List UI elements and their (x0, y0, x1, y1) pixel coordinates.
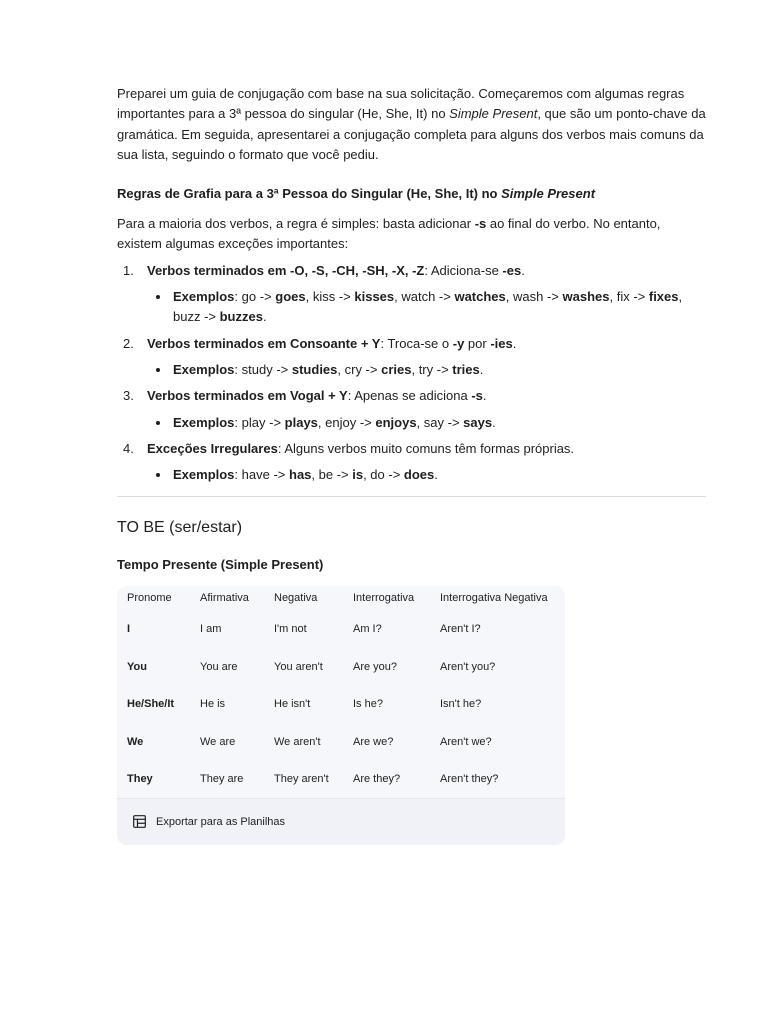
example-form: does (403, 467, 435, 483)
table-row (117, 610, 565, 648)
column-header: Interrogativa Negativa (440, 592, 548, 605)
example-item (147, 465, 706, 485)
column-header: Afirmativa (200, 592, 249, 605)
table-cell: You are (200, 660, 238, 673)
pronoun-cell: We (127, 735, 144, 748)
rule-suffix: -s (471, 388, 483, 404)
example-base: , be -> (311, 467, 353, 483)
rule-suffix: -ies (490, 335, 513, 351)
example-form: washes (562, 289, 610, 305)
example-base: , wash -> (505, 289, 563, 305)
table-cell: Aren't we? (440, 735, 492, 748)
table-cell: They aren't (274, 773, 329, 786)
examples-label: Exemplos (173, 414, 235, 430)
rule-text: . (482, 388, 487, 404)
rule-text: por (464, 335, 491, 351)
rule-text: . (521, 262, 525, 278)
rule-suffix: -y (452, 335, 465, 351)
intro-paragraph: Preparei um guia de conjugação com base na sua solicitação. Começaremos com algumas regras importantes para a 3ª pessoa do singular (He, She, It) no Simple Present, que são um ponto-chave da gramática. Em seguida, apresentarei a conjugação completa para alguns dos verbos mais comuns da sua lista, seguindo o formato que você pediu. (117, 86, 706, 162)
example-form: is (352, 467, 364, 483)
rule-text: . (512, 335, 517, 351)
example-form: enjoys (375, 414, 417, 430)
pronoun-cell: You (127, 660, 147, 673)
examples-sep: : (234, 361, 242, 377)
example-form: kisses (354, 289, 395, 305)
examples-end: . (479, 361, 484, 377)
export-label: Exportar para as Planilhas (156, 815, 286, 828)
rule-item (117, 261, 706, 328)
table-cell: Are they? (353, 773, 401, 786)
rule-text: : Apenas se adiciona (347, 388, 472, 404)
examples-end: . (492, 414, 496, 430)
column-header: Pronome (127, 592, 172, 605)
example-base: , say -> (416, 414, 464, 430)
example-form: says (463, 414, 493, 430)
table-cell: We aren't (274, 735, 321, 748)
examples-list (147, 465, 706, 485)
table-body (117, 610, 565, 798)
rule-item (117, 439, 706, 486)
table-row (117, 723, 565, 761)
table-cell: They are (200, 773, 244, 786)
column-header: Negativa (274, 592, 318, 605)
tense-title: Tempo Presente (Simple Present) (117, 557, 324, 573)
rule-title: Verbos terminados em Vogal + Y (147, 388, 348, 404)
rule-item (117, 386, 706, 433)
example-base: , watch -> (394, 289, 455, 305)
rule-number: 1. (123, 262, 134, 278)
examples-label: Exemplos (173, 467, 235, 483)
example-form: watches (454, 289, 506, 305)
examples-sep: : (234, 414, 242, 430)
example-base: , cry -> (337, 361, 382, 377)
example-base: have -> (241, 467, 289, 483)
rule-title: Verbos terminados em Consoante + Y (147, 335, 381, 351)
section-divider (117, 496, 706, 497)
table-cell: Are we? (353, 735, 394, 748)
example-item (147, 287, 706, 328)
table-row (117, 760, 565, 798)
examples-list (147, 360, 706, 380)
example-item (147, 360, 706, 380)
example-base: , kiss -> (305, 289, 355, 305)
rules-intro-paragraph: Para a maioria dos verbos, a regra é simples: basta adicionar -s ao final do verbo. No entanto, existem algumas exceções importantes: (117, 216, 661, 252)
examples-label: Exemplos (173, 289, 235, 305)
pronoun-cell: He/She/It (127, 698, 175, 711)
example-form: cries (381, 361, 412, 377)
rule-item (117, 334, 706, 381)
example-form: tries (452, 361, 480, 377)
conjugation-table (117, 586, 565, 798)
example-form: fixes (648, 289, 679, 305)
examples-list (147, 287, 706, 328)
table-cell: I am (200, 623, 222, 636)
table-cell: Am I? (353, 623, 382, 636)
examples-label: Exemplos (173, 361, 235, 377)
table-cell: Are you? (353, 660, 398, 673)
example-item (147, 413, 706, 433)
pronoun-cell: I (127, 623, 131, 636)
rule-title: Verbos terminados em -O, -S, -CH, -SH, -X, -Z (147, 262, 425, 278)
example-base: study -> (241, 361, 292, 377)
examples-end: . (262, 309, 267, 325)
example-form: studies (291, 361, 338, 377)
rule-title: Exceções Irregulares (147, 440, 278, 456)
rule-number: 4. (123, 440, 134, 456)
example-form: goes (275, 289, 306, 305)
table-header-row (117, 586, 565, 610)
example-form: has (289, 467, 312, 483)
table-cell: We are (200, 735, 236, 748)
table-cell: You aren't (274, 660, 323, 673)
table-cell: Is he? (353, 698, 383, 711)
rule-text: : Adiciona-se (424, 262, 503, 278)
table-footer (117, 798, 565, 845)
table-row (117, 648, 565, 686)
example-base: , fix -> (609, 289, 649, 305)
example-base: go -> (241, 289, 276, 305)
table-icon (133, 815, 146, 828)
example-base: play -> (241, 414, 285, 430)
example-form: plays (284, 414, 318, 430)
examples-end: . (434, 467, 438, 483)
table-cell: I'm not (274, 623, 307, 636)
table-cell: Aren't I? (440, 623, 481, 636)
rules-heading: Regras de Grafia para a 3ª Pessoa do Singular (He, She, It) no Simple Present (117, 186, 596, 202)
table-cell: Isn't he? (440, 698, 482, 711)
table-cell: Aren't they? (440, 773, 499, 786)
rule-text: : Troca-se o (380, 335, 453, 351)
conjugation-table-card (117, 586, 565, 845)
example-base: , do -> (363, 467, 404, 483)
example-form: buzzes (219, 309, 263, 325)
rules-list (117, 261, 706, 486)
examples-sep: : (234, 289, 242, 305)
table-cell: He isn't (274, 698, 311, 711)
rule-text: : Alguns verbos muito comuns têm formas próprias. (277, 440, 575, 456)
example-base: , enjoy -> (317, 414, 376, 430)
rule-number: 2. (123, 335, 134, 351)
column-header: Interrogativa (353, 592, 415, 605)
rule-number: 3. (123, 388, 134, 404)
example-base: , try -> (411, 361, 453, 377)
table-cell: He is (200, 698, 226, 711)
table-cell: Aren't you? (440, 660, 496, 673)
rule-suffix: -es (502, 262, 522, 278)
pronoun-cell: They (127, 773, 153, 786)
export-to-sheets-button[interactable] (133, 815, 285, 828)
example-base: , buzz -> (173, 289, 683, 325)
examples-sep: : (234, 467, 242, 483)
table-row (117, 685, 565, 723)
examples-list (147, 413, 706, 433)
section-title: TO BE (ser/estar) (117, 519, 243, 537)
